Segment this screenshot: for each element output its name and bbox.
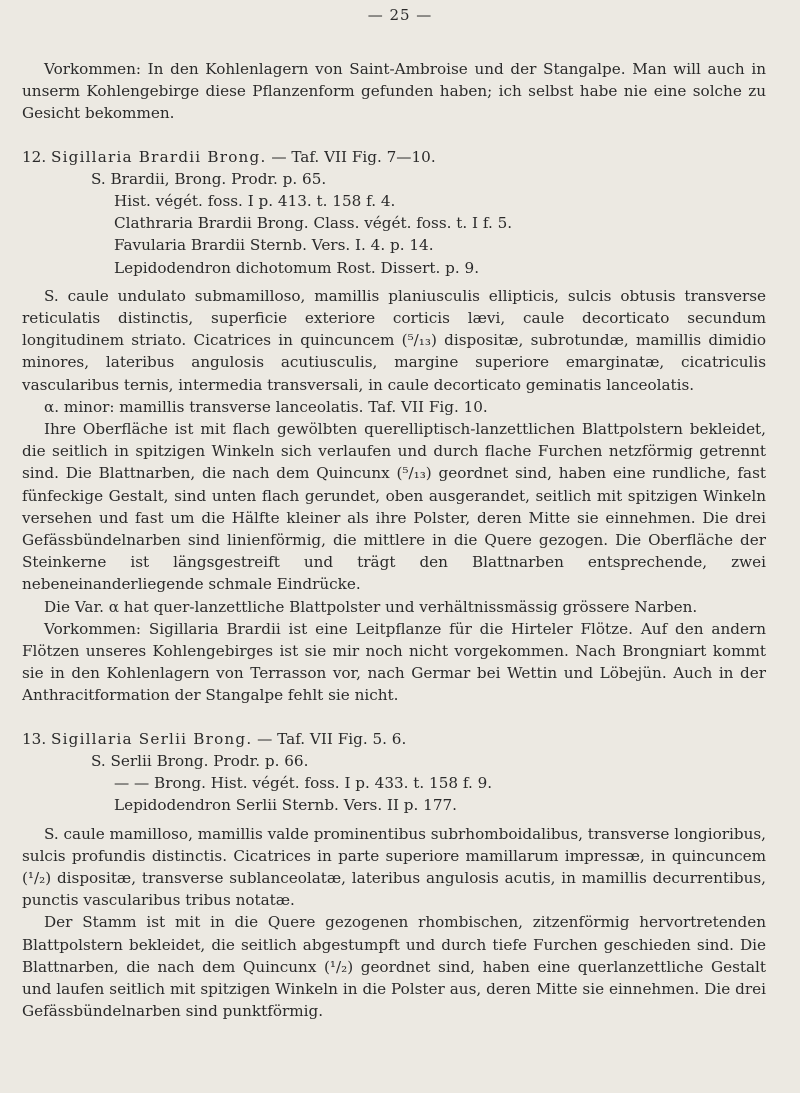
species-12-variety: α. minor: mamillis transverse lanceolatis. Taf. VII Fig. 10. bbox=[44, 397, 488, 416]
species-13-plate-ref: — Taf. VII Fig. 5. 6. bbox=[257, 729, 407, 748]
species-13-heading bbox=[22, 728, 766, 750]
species-12-synonym: S. Brardii, Brong. Prodr. p. 65. bbox=[91, 169, 327, 188]
species-12-description: Ihre Oberfläche ist mit flach gewölbten querelliptisch-lanzettlichen Blattpolstern bekleidet, die seitlich in spitzigen Winkeln sich verlaufen und durch flache Furchen netzförmig getrennt sind. Die Blattnarben, die nach dem Quincunx (⁵/₁₃) geordnet sind, haben eine rundliche, fast fünfeckige Gestalt, sind unten flach gerundet, oben ausgerandet, seitlich mit spitzigen Winkeln versehen und fast um die Hälfte kleiner als ihre Polster, deren Mitte sie einnehmen. Die drei Gefässbündelnarben sind linienförmig, die mittlere in die Quere gezogen. Die Oberfläche der Steinkerne ist längsgestreift und trägt den Blattnarben entsprechende, zwei nebeneinanderliegende schmale Eindrücke. bbox=[22, 420, 766, 594]
species-12-variety-description: Die Var. α hat quer-lanzettliche Blattpolster und verhältnissmässig grössere Narben. bbox=[44, 597, 698, 616]
species-12-name: Sigillaria Brardii Brong. bbox=[50, 147, 267, 166]
species-12-synonym: Hist. végét. foss. I p. 413. t. 158 f. 4. bbox=[114, 192, 396, 211]
species-12-plate-ref: — Taf. VII Fig. 7—10. bbox=[271, 147, 436, 166]
occurrence-paragraph-intro: Vorkommen: In den Kohlenlagern von Saint-Ambroise und der Stangalpe. Man will auch in unserm Kohlengebirge diese Pflanzenform gefunden haben; ich selbst habe nie eine solche zu Gesicht bekommen. bbox=[22, 60, 766, 123]
species-12-diagnosis: S. caule undulato submamilloso, mamillis planiusculis ellipticis, sulcis obtusis transverse reticulatis distinctis, superficie exteriore corticis lævi, caule decorticato secundum longitudinem striato. Cicatrices in quincuncem (⁵/₁₃) dispositæ, subrotundæ, mamillis dimidio minores, lateribus angulosis acutiusculis, margine superiore emarginatæ, cicatriculis vascularibus ternis, intermedia transversali, in caule decorticato geminatis lanceolatis. bbox=[22, 286, 766, 394]
page-number: — 25 — bbox=[367, 6, 433, 24]
species-12-number: 12. bbox=[22, 147, 47, 166]
species-13-number: 13. bbox=[22, 729, 47, 748]
species-13-name: Sigillaria Serlii Brong. bbox=[50, 729, 253, 748]
species-12-occurrence: Vorkommen: Sigillaria Brardii ist eine Leitpflanze für die Hirteler Flötze. Auf den andern Flötzen unseres Kohlengebirges ist sie mir noch nicht vorgekommen. Nach Brongniart kommt sie in den Kohlenlagern von Terrasson vor, nach Germar bei Wettin und Löbejün. Auch in der Anthracitformation der Stangalpe fehlt sie nicht. bbox=[22, 619, 766, 705]
species-13-synonym: — — Brong. Hist. végét. foss. I p. 433. t. 158 f. 9. bbox=[114, 774, 493, 793]
species-13-synonym: Lepidodendron Serlii Sternb. Vers. II p. 177. bbox=[114, 796, 458, 815]
species-13-synonym: S. Serlii Brong. Prodr. p. 66. bbox=[91, 751, 309, 770]
species-12-synonym: Clathraria Brardii Brong. Class. végét. foss. t. I f. 5. bbox=[114, 214, 513, 233]
species-12-synonym: Lepidodendron dichotomum Rost. Dissert. p. 9. bbox=[114, 258, 480, 277]
species-12-heading bbox=[22, 146, 766, 168]
species-13-description: Der Stamm ist mit in die Quere gezogenen rhombischen, zitzenförmig hervortretenden Blattpolstern bekleidet, die seitlich abgestumpft und durch tiefe Furchen geschieden sind. Die Blattnarben, die nach dem Quincunx (¹/₂) geordnet sind, haben eine querlanzettliche Gestalt und laufen seitlich mit spitzigen Winkeln in die Polster aus, deren Mitte sie einnehmen. Die drei Gefässbündelnarben sind punktförmig. bbox=[22, 913, 766, 1021]
species-13-diagnosis: S. caule mamilloso, mamillis valde prominentibus subrhomboidalibus, transverse longioribus, sulcis profundis distinctis. Cicatrices in parte superiore mamillarum impressæ, in quincuncem (¹/₂) dispositæ, transverse sublanceolatæ, lateribus angulosis acutis, in mamillis decurrentibus, punctis vascularibus tribus notatæ. bbox=[22, 824, 766, 910]
species-12-synonym: Favularia Brardii Sternb. Vers. I. 4. p. 14. bbox=[114, 236, 434, 255]
